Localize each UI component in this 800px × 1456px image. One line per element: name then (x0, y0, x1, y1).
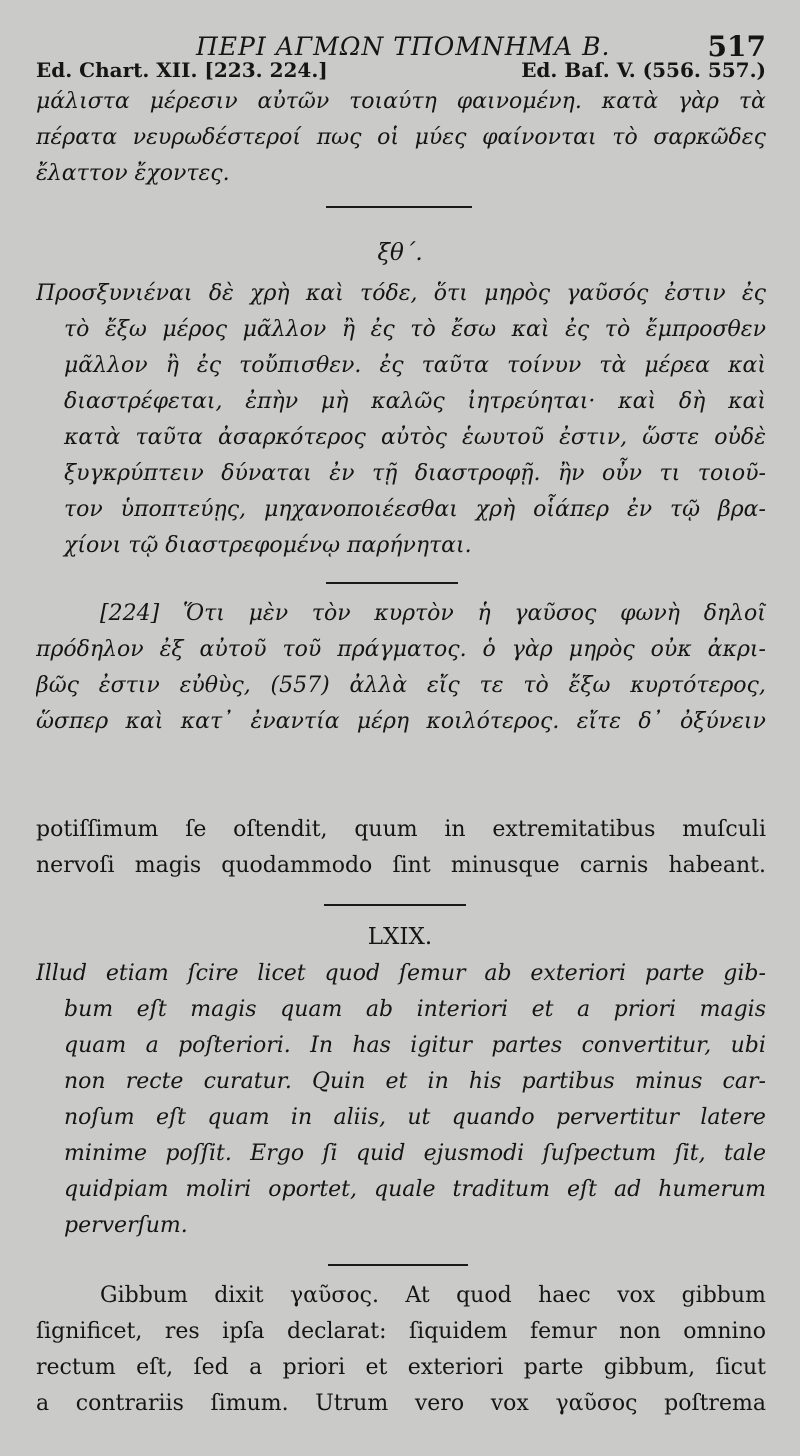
word: oportet, (268, 1177, 358, 1202)
greek-section-number: ξθ΄. (377, 240, 423, 266)
word: ἐς (379, 353, 404, 378)
word: κατ᾽ (180, 709, 234, 734)
word: quod (456, 1283, 512, 1308)
word: τὸν (311, 601, 351, 626)
word: exteriori (530, 961, 627, 986)
word: eſt (136, 997, 167, 1022)
word: ἐς (741, 281, 766, 306)
word: licet (257, 961, 306, 986)
word: car- (722, 1069, 766, 1094)
word: εἴς (426, 673, 460, 698)
word: βρα- (718, 497, 766, 522)
word: ſuſpectum (542, 1141, 657, 1166)
word: haec (538, 1283, 591, 1308)
word: ἔμπροσθεν (645, 317, 766, 342)
word: οἱ (377, 125, 399, 150)
word: pervertitur (555, 1105, 679, 1130)
word: Προσξυνιέναι (36, 281, 193, 306)
word: ὀξύνειν (679, 709, 766, 734)
word: exteriori (407, 1355, 504, 1380)
word: magis (190, 997, 257, 1022)
word: μὲν (248, 601, 289, 626)
greek-line (36, 668, 766, 704)
word: πρόδηλον (36, 637, 144, 662)
word: τῷ (670, 497, 701, 522)
word: quam (280, 997, 343, 1022)
word: a (145, 1033, 159, 1058)
word: ſicut (715, 1355, 766, 1380)
greek-line (36, 384, 766, 420)
word: κυρτότερος, (630, 673, 766, 698)
word: καὶ (125, 709, 164, 734)
section-divider (326, 582, 458, 584)
word: ἔξω (568, 673, 611, 698)
word: τοὔπισθεν. (239, 353, 362, 378)
word: τόδε, (360, 281, 418, 306)
word: a (576, 997, 591, 1022)
section-divider (326, 206, 472, 208)
word: et (365, 1355, 388, 1380)
word: Gibbum (100, 1283, 188, 1308)
word: ἡ (477, 601, 491, 626)
word: Utrum (315, 1391, 389, 1416)
word: ut (407, 1105, 431, 1130)
word: extremitatibus (492, 817, 656, 842)
latin-line (36, 812, 766, 848)
word: magis (134, 853, 202, 878)
word: contrariis (75, 1391, 184, 1416)
word: οὐδὲ (714, 425, 766, 450)
running-title: ΠΕΡΙ ΑΓΜΩΝ ΤΠΟΜΝΗΜΑ Β. (196, 32, 611, 61)
word: ἐξ (159, 637, 184, 662)
word: non (619, 1319, 661, 1344)
word: ἐν (626, 497, 653, 522)
word: κατὰ (601, 89, 659, 114)
word: ἐς (370, 317, 395, 342)
section-divider (324, 904, 466, 906)
word: ſi (322, 1141, 338, 1166)
latin-line (36, 956, 766, 992)
word: διαστρέφεται, (64, 389, 223, 414)
word: vox (617, 1283, 656, 1308)
word: quam (207, 1105, 270, 1130)
edition-left: Ed. Chart. XII. [223. 224.] (36, 58, 328, 82)
word: αὐτῶν (257, 89, 330, 114)
word: ἐς (565, 317, 590, 342)
latin-line (36, 848, 766, 884)
word: ſit, (674, 1141, 706, 1166)
word: interiori (416, 997, 509, 1022)
word: traditum (452, 1177, 550, 1202)
word: vero (414, 1391, 465, 1416)
word: ἢ (341, 317, 356, 342)
word: μέρεσιν (149, 89, 238, 114)
word: vox (490, 1391, 529, 1416)
word: πράγματος. (337, 637, 467, 662)
word: in (290, 1105, 313, 1130)
latin-line (36, 1028, 766, 1064)
word: καὶ (618, 389, 657, 414)
word: gibbum, (603, 1355, 696, 1380)
word: moliri (185, 1177, 252, 1202)
word: κοιλότερος. (426, 709, 560, 734)
word: ἑωυτοῦ (462, 425, 544, 450)
word: partibus (521, 1069, 615, 1094)
word: igitur (410, 1033, 472, 1058)
word: non (64, 1069, 106, 1094)
word: ἐς (196, 353, 222, 378)
word: quod (324, 961, 381, 986)
word: κατὰ (64, 425, 121, 450)
word: δὴ (678, 389, 706, 414)
word: χρὴ (250, 281, 290, 306)
word: carnis (579, 853, 649, 878)
word: εὐθὺς, (179, 673, 251, 698)
greek-section-text (36, 276, 766, 564)
word: quam (64, 1033, 127, 1058)
word: διαστροφῇ. (414, 461, 541, 486)
word: μᾶλλον (242, 317, 327, 342)
word: muſculi (682, 817, 766, 842)
word: in (427, 1069, 449, 1094)
word: quando (451, 1105, 535, 1130)
word: δύναται (221, 461, 312, 486)
word: etiam (105, 961, 169, 986)
word: χρὴ (475, 497, 516, 522)
word: ſemur (398, 961, 466, 986)
word: minime (64, 1141, 147, 1166)
word: ὥσπερ (36, 709, 109, 734)
word: φαινομένη. (456, 89, 582, 114)
word: τὸ (64, 317, 90, 342)
greek-line (36, 456, 766, 492)
word: nervoſi (36, 853, 115, 878)
latin-line (36, 1100, 766, 1136)
word: [224] (100, 601, 160, 626)
word: ſiquidem (409, 1319, 508, 1344)
word: μέρη (356, 709, 410, 734)
word: ἐστιν, (559, 425, 628, 450)
word: poſteriori. (178, 1033, 291, 1058)
section-divider (328, 1264, 468, 1266)
word: τὰ (599, 353, 627, 378)
word: καλῶς (371, 389, 445, 414)
word: his (468, 1069, 502, 1094)
word: parte (523, 1355, 584, 1380)
word: ἀσαρκότερος (218, 425, 366, 450)
word: recte (125, 1069, 184, 1094)
word: eſt, (136, 1355, 174, 1380)
word: Ergo (250, 1141, 305, 1166)
word: gibbum (681, 1283, 766, 1308)
word: αὐτοῦ (199, 637, 267, 662)
latin-section-text (36, 956, 766, 1244)
word: τὸ (523, 673, 549, 698)
word: eſt (566, 1177, 597, 1202)
word: oſtendit, (233, 817, 328, 842)
word: οὖν (602, 461, 643, 486)
word: καὶ (728, 389, 766, 414)
word: γαῦσος (555, 1391, 638, 1416)
word: omnino (683, 1319, 766, 1344)
word: in (444, 817, 466, 842)
greek-line (36, 420, 766, 456)
word: dixit (214, 1283, 264, 1308)
latin-commentary-text (36, 1278, 766, 1422)
word: ἰητρεύηται· (467, 389, 596, 414)
word: ἐστιν (664, 281, 726, 306)
word: ταῦτα (135, 425, 203, 450)
word: τοιοῦ- (697, 461, 766, 486)
page-number: 517 (707, 30, 766, 63)
word: priori (282, 1355, 346, 1380)
word: curatur. (203, 1069, 292, 1094)
word: οἷάπερ (533, 497, 610, 522)
word: ἢ (165, 353, 179, 378)
word: μηρὸς (568, 637, 635, 662)
greek-line (36, 312, 766, 348)
edition-right: Ed. Baſ. V. (556. 557.) (521, 58, 766, 82)
word: τι (659, 461, 681, 486)
word: habeant. (668, 853, 766, 878)
word: μηρὸς (484, 281, 551, 306)
word: poſſit. (165, 1141, 232, 1166)
word: τὸ (410, 317, 436, 342)
word: quidpiam (64, 1177, 169, 1202)
greek-line (36, 632, 766, 668)
word: rectum (36, 1355, 116, 1380)
word: μύες (414, 125, 467, 150)
word: tale (723, 1141, 766, 1166)
word: δηλοῖ (703, 601, 766, 626)
word: potiſſimum (36, 817, 159, 842)
word: μάλιστα (36, 89, 130, 114)
word: ſcire (187, 961, 239, 986)
greek-line (36, 120, 766, 156)
word: et (531, 997, 554, 1022)
greek-line (36, 276, 766, 312)
latin-line (36, 992, 766, 1028)
word: minus (634, 1069, 703, 1094)
greek-line (36, 704, 766, 740)
word: ſint (392, 853, 431, 878)
latin-line (36, 1064, 766, 1100)
greek-line (36, 348, 766, 384)
word: τὸ (604, 317, 631, 342)
word: ſed (193, 1355, 229, 1380)
word: βῶς (36, 673, 79, 698)
latin-line (36, 1136, 766, 1172)
word: quodammodo (221, 853, 373, 878)
word: πέρατα (36, 125, 118, 150)
word: εἴτε (576, 709, 622, 734)
word: ὅτι (433, 281, 468, 306)
word: bum (64, 997, 114, 1022)
word: partes (491, 1033, 563, 1058)
latin-line (36, 1172, 766, 1208)
latin-top-text (36, 812, 766, 884)
word: μέρεα (644, 353, 711, 378)
word: φαίνονται (482, 125, 597, 150)
word: τοίνυν (507, 353, 582, 378)
word: κυρτὸν (374, 601, 454, 626)
word: μέρος (162, 317, 228, 342)
word: καὶ (728, 353, 766, 378)
word: ἐν (329, 461, 355, 486)
word: Illud (36, 961, 88, 986)
word: ab (365, 997, 394, 1022)
word: minusque (450, 853, 560, 878)
word: τε (479, 673, 504, 698)
word: δὲ (208, 281, 234, 306)
greek-line (36, 84, 766, 120)
word: noſum (64, 1105, 135, 1130)
word: priori (613, 997, 677, 1022)
word: ὥστε (642, 425, 700, 450)
word: In (310, 1033, 333, 1058)
word: καὶ (305, 281, 344, 306)
latin-line (36, 1314, 766, 1350)
word: ſimum. (210, 1391, 289, 1416)
word: ſe (185, 817, 207, 842)
word: (557) (270, 673, 330, 698)
word: οὐκ (650, 637, 692, 662)
word: τῇ (371, 461, 398, 486)
word: γαῦσος. (290, 1283, 379, 1308)
word: ἐπὴν (245, 389, 299, 414)
word: ipſa (222, 1319, 265, 1344)
greek-line (36, 596, 766, 632)
word: magis (699, 997, 766, 1022)
word: γὰρ (678, 89, 719, 114)
word: Ὅτι (182, 601, 225, 626)
word: humerum (658, 1177, 766, 1202)
greek-line (36, 492, 766, 528)
word: res (164, 1319, 200, 1344)
word: ἀλλὰ (349, 673, 408, 698)
word: καὶ (511, 317, 550, 342)
word: γὰρ (511, 637, 553, 662)
word: gib- (723, 961, 766, 986)
word: convertitur, (581, 1033, 712, 1058)
word: τοῦ (282, 637, 322, 662)
word: ταῦτα (421, 353, 490, 378)
word: φωνὴ (620, 601, 680, 626)
word: Quin (311, 1069, 366, 1094)
greek-line: ἔλαττον ἔχοντες. (36, 161, 230, 186)
latin-line: perverſum. (64, 1213, 188, 1238)
word: μηχανοποιέεσθαι (263, 497, 458, 522)
word: ab (484, 961, 512, 986)
word: parte (644, 961, 705, 986)
word: ἀκρι- (707, 637, 766, 662)
word: ad (614, 1177, 642, 1202)
word: ἢν (557, 461, 585, 486)
word: quale (374, 1177, 436, 1202)
word: ἔξω (104, 317, 147, 342)
greek-commentary-text (36, 596, 766, 740)
word: latere (700, 1105, 766, 1130)
word: aliis, (333, 1105, 387, 1130)
word: quid (355, 1141, 406, 1166)
word: ὁ (482, 637, 496, 662)
word: ξυγκρύπτειν (64, 461, 204, 486)
word: a (249, 1355, 263, 1380)
word: ſignificet, (36, 1319, 143, 1344)
latin-line (36, 1278, 766, 1314)
word: ἐστιν (98, 673, 160, 698)
word: τὰ (738, 89, 766, 114)
word: πως (316, 125, 362, 150)
word: ἐναντία (250, 709, 340, 734)
word: τον (64, 497, 103, 522)
word: a (36, 1391, 50, 1416)
word: γαῦσος (514, 601, 597, 626)
word: At (405, 1283, 430, 1308)
word: νευρωδέστεροί (132, 125, 302, 150)
word: declarat: (287, 1319, 387, 1344)
word: σαρκῶδες (653, 125, 766, 150)
word: et (385, 1069, 408, 1094)
word: ἔσω (451, 317, 497, 342)
word: eſt (155, 1105, 186, 1130)
greek-top-text (36, 84, 766, 192)
word: femur (529, 1319, 597, 1344)
word: poſtrema (664, 1391, 766, 1416)
greek-line: χίονι τῷ διαστρεφομένῳ παρήνηται. (64, 533, 472, 558)
word: γαῦσός (566, 281, 649, 306)
word: μᾶλλον (64, 353, 148, 378)
word: ubi (730, 1033, 766, 1058)
word: quum (354, 817, 418, 842)
word: μὴ (320, 389, 349, 414)
word: ὑποπτεύῃς, (120, 497, 247, 522)
word: δ᾽ (638, 709, 663, 734)
latin-line (36, 1386, 766, 1422)
word: ejusmodi (423, 1141, 525, 1166)
word: τοιαύτη (349, 89, 437, 114)
latin-section-number: LXIX. (367, 924, 433, 950)
latin-line (36, 1350, 766, 1386)
word: has (352, 1033, 391, 1058)
word: τὸ (612, 125, 638, 150)
word: αὐτὸς (380, 425, 447, 450)
